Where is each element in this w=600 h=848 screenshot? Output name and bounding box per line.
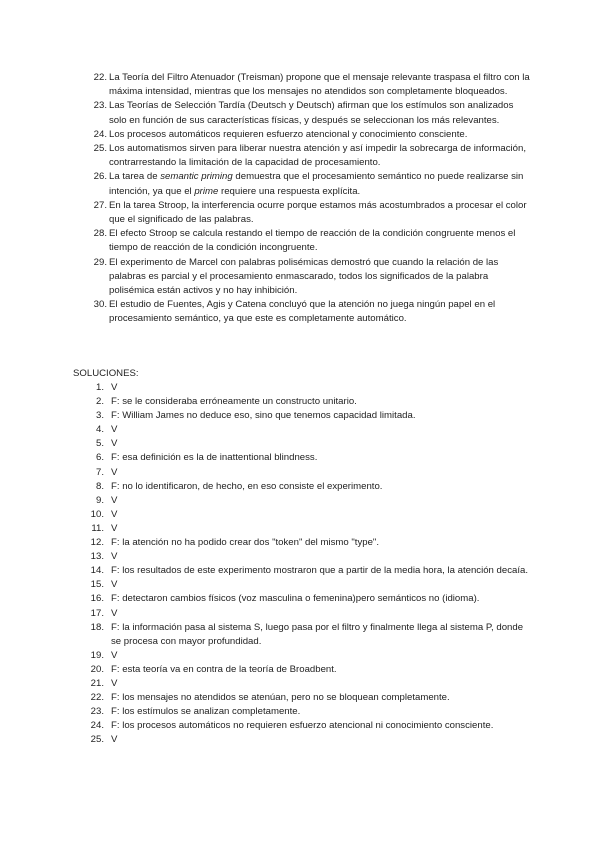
solution-text: F: detectaron cambios físicos (voz masculina o femenina)pero semánticos no (idioma). bbox=[111, 593, 480, 605]
solution-number: 25. bbox=[90, 734, 104, 746]
solution-number: 10. bbox=[90, 508, 104, 520]
solution-item bbox=[87, 522, 532, 536]
solution-item bbox=[87, 451, 532, 465]
solution-item bbox=[87, 423, 532, 437]
question-text-start: La tarea de bbox=[109, 171, 161, 183]
solution-text: V bbox=[111, 438, 118, 450]
solution-text: F: esa definición es la de inattentional blindness. bbox=[111, 452, 318, 464]
italic-term: prime bbox=[194, 185, 219, 197]
solution-number: 14. bbox=[90, 565, 104, 577]
solution-text: V bbox=[111, 508, 118, 520]
question-text: El efecto Stroop se calcula restando el tiempo de reacción de la condición congruente menos el tiempo de reacción de la condición incongruente. bbox=[109, 228, 516, 254]
solution-item bbox=[87, 649, 532, 663]
solution-text: V bbox=[111, 551, 118, 563]
question-text bbox=[109, 171, 523, 196]
solution-text: V bbox=[111, 382, 118, 393]
question-text-end: requiere una respuesta explícita. bbox=[218, 185, 361, 197]
question-text-middle: demuestra que el procesamiento semántico no puede realizarse sin intención, ya que el bbox=[109, 171, 524, 197]
solution-text: F: William James no deduce eso, sino que tenemos capacidad limitada. bbox=[111, 410, 416, 422]
solution-item bbox=[87, 564, 532, 578]
question-number: 30. bbox=[93, 299, 107, 311]
solution-text: F: la atención no ha podido crear dos "token" del mismo "type". bbox=[111, 537, 380, 549]
solution-number: 19. bbox=[90, 649, 104, 661]
solution-number: 3. bbox=[95, 410, 104, 422]
solution-number: 6. bbox=[95, 452, 104, 464]
solution-text: V bbox=[111, 579, 118, 591]
solution-item bbox=[87, 578, 532, 592]
solution-text: F: la información pasa al sistema S, luego pasa por el filtro y finalmente llega al sistema P, donde se procesa con mayor profundidad. bbox=[111, 621, 524, 647]
question-number: 25. bbox=[93, 143, 107, 155]
question-list bbox=[90, 71, 530, 327]
solution-item bbox=[87, 592, 532, 606]
solution-number: 11. bbox=[91, 522, 104, 534]
solution-number: 20. bbox=[90, 663, 104, 675]
solution-text: V bbox=[111, 494, 118, 506]
question-item bbox=[90, 71, 530, 99]
question-text: Los procesos automáticos requieren esfuerzo atencional y conocimiento consciente. bbox=[109, 128, 468, 140]
question-number: 28. bbox=[93, 228, 107, 240]
solution-item bbox=[87, 381, 532, 395]
question-number: 29. bbox=[93, 256, 107, 268]
question-item bbox=[90, 170, 530, 198]
question-text: Los automatismos sirven para liberar nuestra atención y así impedir la sobrecarga de información, contrarrestando la limitación de la capacidad de procesamiento. bbox=[109, 143, 527, 169]
solution-item bbox=[87, 677, 532, 691]
solution-item bbox=[87, 705, 532, 719]
solution-text: F: los estímulos se analizan completamente. bbox=[111, 706, 301, 718]
solution-text: V bbox=[111, 522, 118, 534]
question-item bbox=[90, 128, 530, 142]
solution-item bbox=[87, 409, 532, 423]
solution-text: F: se le consideraba erróneamente un constructo unitario. bbox=[111, 396, 357, 408]
solution-number: 8. bbox=[95, 480, 104, 492]
solution-text: F: no lo identificaron, de hecho, en eso consiste el experimento. bbox=[111, 480, 383, 492]
solution-number: 9. bbox=[95, 494, 104, 506]
solution-item bbox=[87, 508, 532, 522]
solution-number: 4. bbox=[95, 424, 104, 436]
solution-number: 5. bbox=[95, 438, 104, 450]
solution-item bbox=[87, 536, 532, 550]
solution-text: V bbox=[111, 649, 118, 661]
solution-number: 13. bbox=[90, 551, 104, 563]
question-text: Las Teorías de Selección Tardía (Deutsch y Deutsch) afirman que los estímulos son analizados solo en función de sus características físicas, y después se seleccionan los más relevantes. bbox=[109, 100, 514, 126]
question-item bbox=[90, 227, 530, 255]
solution-item bbox=[87, 395, 532, 409]
solution-number: 22. bbox=[90, 692, 104, 704]
solution-number: 24. bbox=[90, 720, 104, 732]
solution-text: V bbox=[111, 466, 118, 478]
question-number: 26. bbox=[93, 171, 107, 183]
italic-term: semantic priming bbox=[160, 171, 233, 183]
solution-text: F: esta teoría va en contra de la teoría de Broadbent. bbox=[111, 663, 337, 675]
solution-number: 23. bbox=[90, 706, 104, 718]
solution-item bbox=[87, 494, 532, 508]
question-item bbox=[90, 256, 530, 299]
question-text: En la tarea Stroop, la interferencia ocurre porque estamos más acostumbrados a procesar el color que el significado de las palabras. bbox=[109, 199, 527, 226]
solution-text: F: los resultados de este experimento mostraron que a partir de la media hora, la atención decaía. bbox=[111, 565, 529, 577]
solution-number: 17. bbox=[90, 607, 104, 619]
solution-item bbox=[87, 550, 532, 564]
solution-item bbox=[87, 480, 532, 494]
solution-number: 12. bbox=[90, 537, 104, 549]
solution-item bbox=[87, 691, 532, 705]
solution-item bbox=[87, 733, 532, 747]
solution-item bbox=[87, 607, 532, 621]
solution-number: 1. bbox=[95, 382, 104, 393]
solution-text: V bbox=[111, 424, 118, 436]
question-number: 24. bbox=[93, 128, 107, 140]
solution-item bbox=[87, 719, 532, 733]
question-item bbox=[90, 142, 530, 170]
question-item bbox=[90, 298, 530, 326]
question-text: El estudio de Fuentes, Agis y Catena concluyó que la atención no juega ningún papel en el procesamiento semántico, ya que este es completamente automático. bbox=[109, 299, 496, 325]
question-number: 27. bbox=[93, 199, 107, 211]
solution-list bbox=[87, 381, 532, 747]
question-text: La Teoría del Filtro Atenuador (Treisman) propone que el mensaje relevante traspasa el filtro con la máxima intensidad, mientras que los mensajes no atendidos son completamente bloqueados. bbox=[109, 72, 530, 98]
solution-number: 2. bbox=[95, 396, 104, 408]
solution-text: V bbox=[111, 607, 118, 619]
solutions-heading: SOLUCIONES: bbox=[73, 368, 139, 379]
question-number: 22. bbox=[93, 72, 107, 83]
solution-item bbox=[87, 621, 532, 649]
solution-text: F: los procesos automáticos no requieren esfuerzo atencional ni conocimiento consciente. bbox=[111, 720, 494, 732]
solution-item bbox=[87, 437, 532, 451]
question-text: El experimento de Marcel con palabras polisémicas demostró que cuando la relación de las palabras es parcial y el procesamiento enmascarado, todos los significados de la palabra polisémica están activos y no hay inhibición. bbox=[109, 256, 499, 297]
solution-number: 18. bbox=[90, 621, 104, 633]
solution-item bbox=[87, 663, 532, 677]
solution-text: F: los mensajes no atendidos se atenúan, pero no se bloquean completamente. bbox=[111, 692, 450, 704]
solution-text: V bbox=[111, 677, 118, 689]
solution-text: V bbox=[111, 734, 118, 746]
question-number: 23. bbox=[93, 100, 107, 112]
question-item bbox=[90, 99, 530, 127]
solution-item bbox=[87, 466, 532, 480]
solution-number: 7. bbox=[95, 466, 104, 478]
solution-number: 15. bbox=[90, 579, 104, 591]
solution-number: 16. bbox=[90, 593, 104, 605]
question-item bbox=[90, 199, 530, 227]
solution-number: 21. bbox=[90, 677, 104, 689]
